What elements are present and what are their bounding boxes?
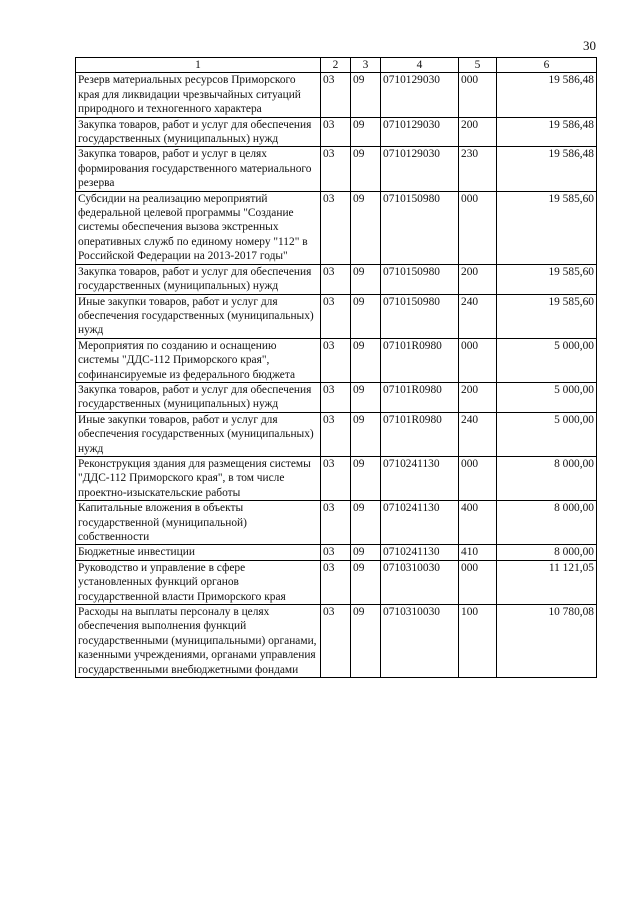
budget-table xyxy=(75,57,597,678)
table-row xyxy=(76,605,597,678)
row-amount: 19 585,60 xyxy=(497,294,597,338)
row-name: Расходы на выплаты персоналу в целях обеспечения выполнения функций государственными (муниципальными) органами, казенными учреждениями, органами управления государственными внебюджетными фондами xyxy=(76,605,321,678)
row-code: 07101R0980 xyxy=(381,382,459,412)
row-code: 0710150980 xyxy=(381,191,459,264)
row-amount: 10 780,08 xyxy=(497,605,597,678)
row-section: 03 xyxy=(321,294,351,338)
row-name: Закупка товаров, работ и услуг для обеспечения государственных (муниципальных) нужд xyxy=(76,382,321,412)
row-section: 03 xyxy=(321,456,351,500)
table-body xyxy=(76,73,597,678)
table-row xyxy=(76,338,597,382)
row-code: 0710150980 xyxy=(381,294,459,338)
table-row xyxy=(76,382,597,412)
row-code: 0710129030 xyxy=(381,147,459,191)
row-subsection: 09 xyxy=(351,560,381,604)
row-type: 000 xyxy=(459,191,497,264)
row-name: Руководство и управление в сфере установленных функций органов государственной власти Приморского края xyxy=(76,560,321,604)
row-type: 000 xyxy=(459,73,497,117)
row-amount: 11 121,05 xyxy=(497,560,597,604)
row-subsection: 09 xyxy=(351,147,381,191)
row-type: 000 xyxy=(459,338,497,382)
row-amount: 5 000,00 xyxy=(497,412,597,456)
row-name: Мероприятия по созданию и оснащению системы "ДДС-112 Приморского края", софинансируемые из федерального бюджета xyxy=(76,338,321,382)
row-code: 07101R0980 xyxy=(381,338,459,382)
row-code: 0710310030 xyxy=(381,605,459,678)
table-row xyxy=(76,412,597,456)
row-code: 0710129030 xyxy=(381,117,459,147)
row-subsection: 09 xyxy=(351,191,381,264)
row-amount: 19 586,48 xyxy=(497,147,597,191)
row-subsection: 09 xyxy=(351,456,381,500)
row-section: 03 xyxy=(321,501,351,545)
row-subsection: 09 xyxy=(351,338,381,382)
row-type: 200 xyxy=(459,117,497,147)
row-subsection: 09 xyxy=(351,264,381,294)
row-name: Субсидии на реализацию мероприятий федеральной целевой программы "Создание системы обеспечения вызова экстренных оперативных служб по единому номеру "112" в Российской Федерации на 2013-2017 годы" xyxy=(76,191,321,264)
table-row xyxy=(76,501,597,545)
row-name: Иные закупки товаров, работ и услуг для обеспечения государственных (муниципальных) нужд xyxy=(76,294,321,338)
row-subsection: 09 xyxy=(351,73,381,117)
row-section: 03 xyxy=(321,73,351,117)
row-type: 200 xyxy=(459,382,497,412)
row-subsection: 09 xyxy=(351,605,381,678)
row-section: 03 xyxy=(321,191,351,264)
row-type: 200 xyxy=(459,264,497,294)
row-amount: 5 000,00 xyxy=(497,382,597,412)
row-subsection: 09 xyxy=(351,501,381,545)
row-type: 230 xyxy=(459,147,497,191)
row-type: 100 xyxy=(459,605,497,678)
table-row xyxy=(76,117,597,147)
row-code: 0710241130 xyxy=(381,456,459,500)
row-name: Закупка товаров, работ и услуг для обеспечения государственных (муниципальных) нужд xyxy=(76,117,321,147)
row-code: 07101R0980 xyxy=(381,412,459,456)
row-amount: 19 585,60 xyxy=(497,191,597,264)
row-type: 000 xyxy=(459,456,497,500)
row-name: Капитальные вложения в объекты государственной (муниципальной) собственности xyxy=(76,501,321,545)
row-code: 0710129030 xyxy=(381,73,459,117)
row-type: 240 xyxy=(459,294,497,338)
row-name: Реконструкция здания для размещения системы "ДДС-112 Приморского края", в том числе проектно-изыскательские работы xyxy=(76,456,321,500)
row-type: 000 xyxy=(459,560,497,604)
row-code: 0710150980 xyxy=(381,264,459,294)
row-amount: 19 586,48 xyxy=(497,73,597,117)
header-section: 2 xyxy=(321,58,351,73)
row-section: 03 xyxy=(321,382,351,412)
table-row xyxy=(76,545,597,560)
row-subsection: 09 xyxy=(351,117,381,147)
header-code: 4 xyxy=(381,58,459,73)
page-number: 30 xyxy=(583,38,596,53)
header-row xyxy=(76,58,597,73)
row-section: 03 xyxy=(321,560,351,604)
table-row xyxy=(76,264,597,294)
row-section: 03 xyxy=(321,605,351,678)
row-code: 0710310030 xyxy=(381,560,459,604)
row-amount: 8 000,00 xyxy=(497,501,597,545)
row-subsection: 09 xyxy=(351,294,381,338)
row-section: 03 xyxy=(321,338,351,382)
row-name: Резерв материальных ресурсов Приморского края для ликвидации чрезвычайных ситуаций природного и техногенного характера xyxy=(76,73,321,117)
row-section: 03 xyxy=(321,412,351,456)
header-type: 5 xyxy=(459,58,497,73)
table-row xyxy=(76,294,597,338)
row-amount: 8 000,00 xyxy=(497,456,597,500)
header-amount: 6 xyxy=(497,58,597,73)
row-name: Иные закупки товаров, работ и услуг для обеспечения государственных (муниципальных) нужд xyxy=(76,412,321,456)
table-row xyxy=(76,456,597,500)
header-subsection: 3 xyxy=(351,58,381,73)
row-name: Бюджетные инвестиции xyxy=(76,545,321,560)
row-amount: 19 586,48 xyxy=(497,117,597,147)
row-name: Закупка товаров, работ и услуг в целях формирования государственного материального резерва xyxy=(76,147,321,191)
row-name: Закупка товаров, работ и услуг для обеспечения государственных (муниципальных) нужд xyxy=(76,264,321,294)
table-row xyxy=(76,191,597,264)
row-subsection: 09 xyxy=(351,412,381,456)
row-amount: 5 000,00 xyxy=(497,338,597,382)
row-code: 0710241130 xyxy=(381,545,459,560)
row-section: 03 xyxy=(321,264,351,294)
row-amount: 19 585,60 xyxy=(497,264,597,294)
row-type: 400 xyxy=(459,501,497,545)
row-type: 410 xyxy=(459,545,497,560)
table-row xyxy=(76,73,597,117)
row-subsection: 09 xyxy=(351,382,381,412)
header-name: 1 xyxy=(76,58,321,73)
row-amount: 8 000,00 xyxy=(497,545,597,560)
table-row xyxy=(76,147,597,191)
row-section: 03 xyxy=(321,147,351,191)
row-section: 03 xyxy=(321,117,351,147)
row-code: 0710241130 xyxy=(381,501,459,545)
row-subsection: 09 xyxy=(351,545,381,560)
table-row xyxy=(76,560,597,604)
row-type: 240 xyxy=(459,412,497,456)
row-section: 03 xyxy=(321,545,351,560)
